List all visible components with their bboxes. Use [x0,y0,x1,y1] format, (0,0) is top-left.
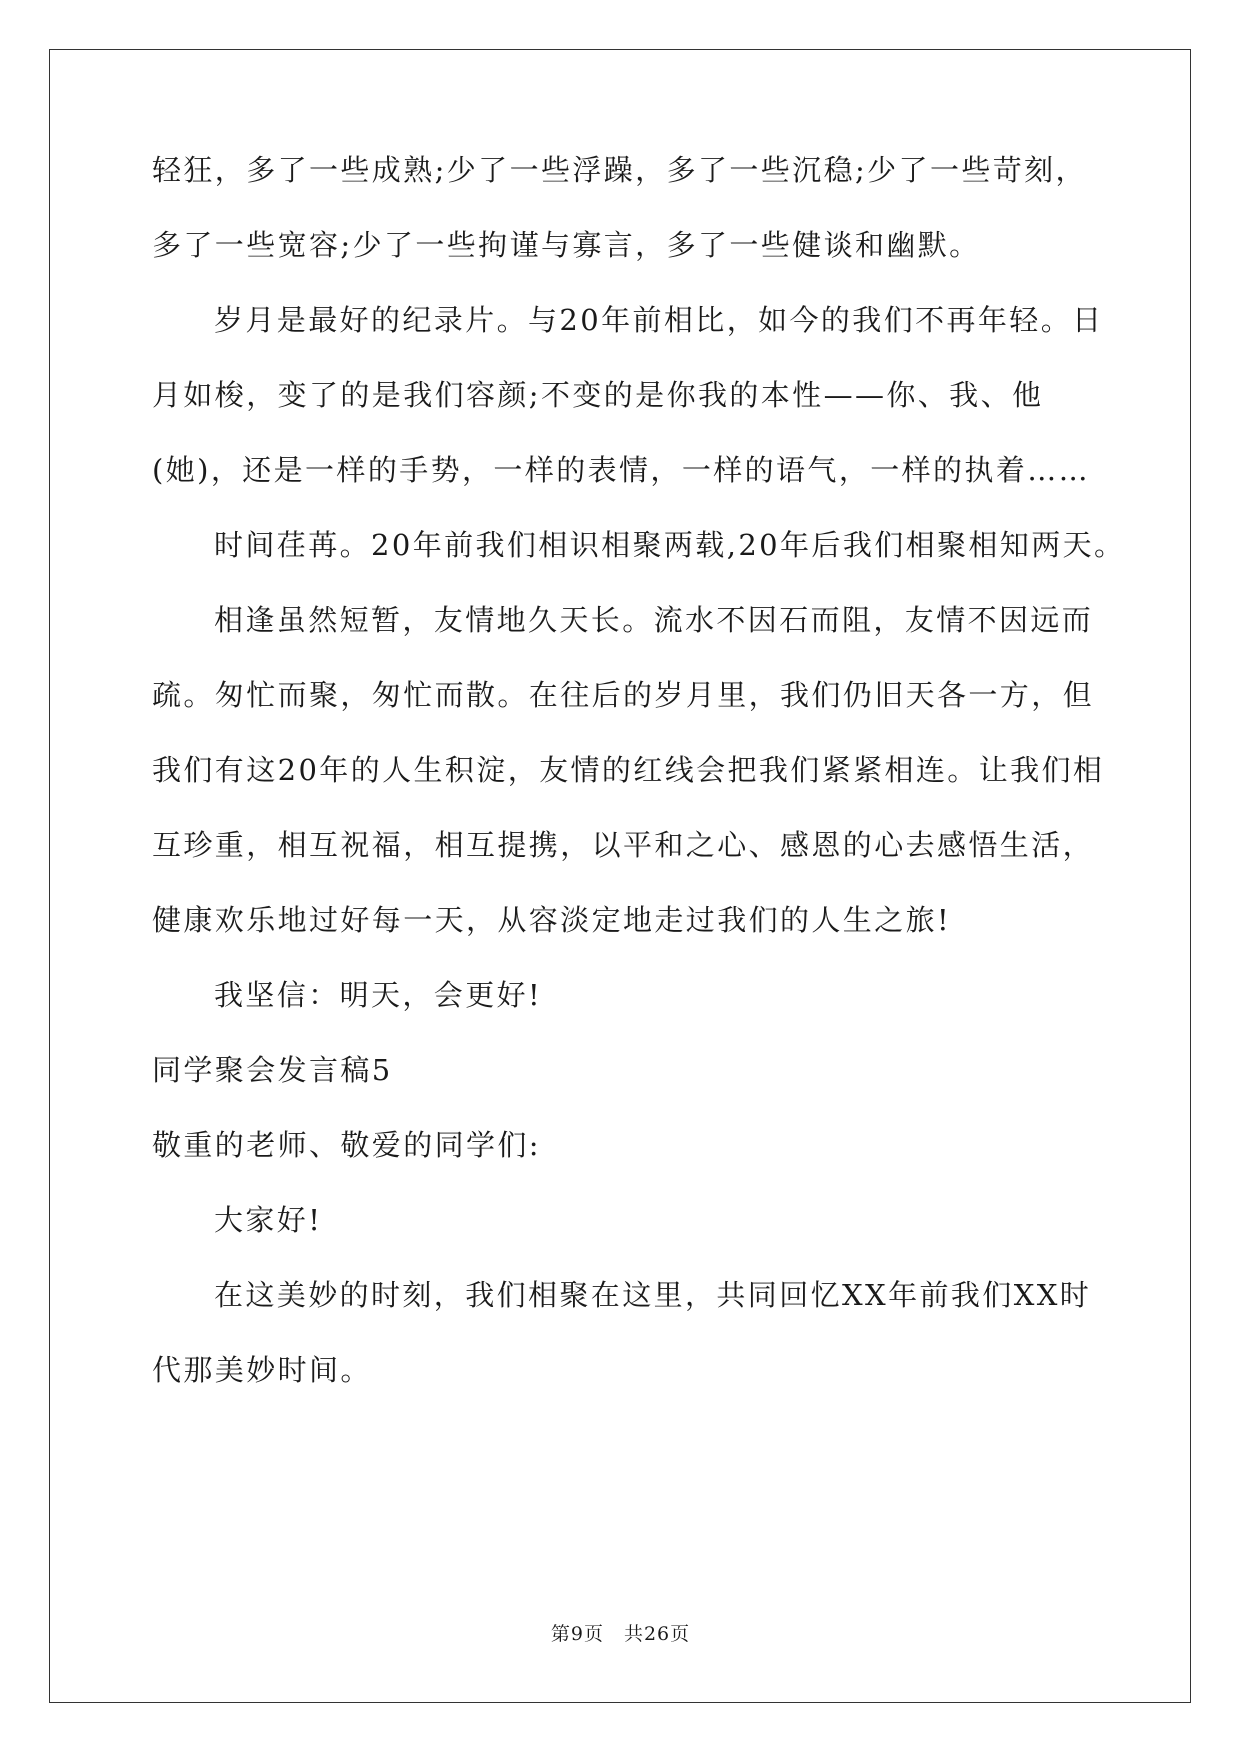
text-line: 轻狂，多了一些成熟;少了一些浮躁，多了一些沉稳;少了一些苛刻， [152,153,1087,187]
text-line: 健康欢乐地过好每一天，从容淡定地走过我们的人生之旅! [152,903,952,937]
text-line: 月如梭，变了的是我们容颜;不变的是你我的本性——你、我、他 [152,378,1044,412]
salutation: 敬重的老师、敬爱的同学们: [152,1128,541,1162]
text-line: 我们有这20年的人生积淀，友情的红线会把我们紧紧相连。让我们相 [152,753,1105,787]
greeting-line: 大家好! [214,1203,323,1237]
text-line: 疏。匆忙而聚，匆忙而散。在往后的岁月里，我们仍旧天各一方，但 [152,678,1095,712]
text-line: (她)，还是一样的手势，一样的表情，一样的语气，一样的执着…… [152,453,1091,487]
paragraph-start-line: 我坚信：明天，会更好! [214,978,543,1012]
paragraph-start-line: 在这美妙的时刻，我们相聚在这里，共同回忆XX年前我们XX时 [214,1278,1092,1312]
paragraph-start-line: 时间荏苒。20年前我们相识相聚两载,20年后我们相聚相知两天。 [214,528,1126,562]
text-line: 互珍重，相互祝福，相互提携，以平和之心、感恩的心去感悟生活， [152,828,1095,862]
page-border [49,49,1191,1703]
paragraph-start-line: 相逢虽然短暂，友情地久天长。流水不因石而阻，友情不因远而 [214,603,1094,637]
page-number: 第9页 共26页 [550,1623,691,1645]
section-heading: 同学聚会发言稿5 [152,1053,393,1087]
paragraph-start-line: 岁月是最好的纪录片。与20年前相比，如今的我们不再年轻。日 [214,303,1104,337]
text-line: 代那美妙时间。 [152,1353,372,1387]
text-line: 多了一些宽容;少了一些拘谨与寡言，多了一些健谈和幽默。 [152,228,981,262]
